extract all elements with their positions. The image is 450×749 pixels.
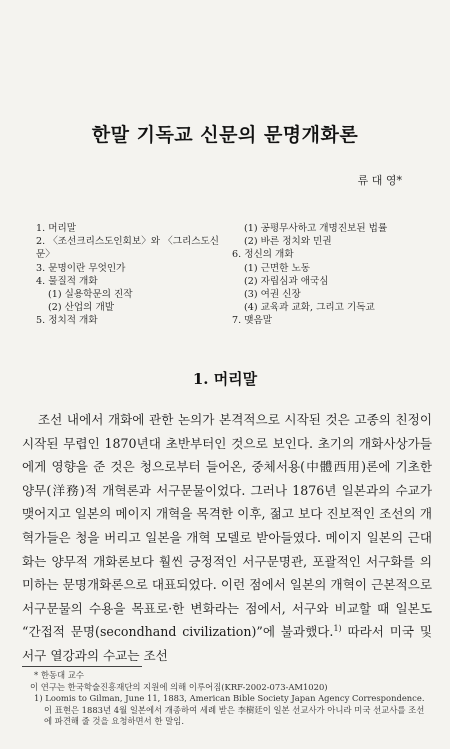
author-name: 류 대 영* bbox=[357, 174, 402, 187]
footnote-affiliation: * 한동대 교수 bbox=[34, 670, 84, 680]
toc-item: 5. 정치적 개화 bbox=[36, 315, 98, 327]
footnote-divider bbox=[22, 666, 142, 667]
article-title: 한말 기독교 신문의 문명개화론 bbox=[91, 124, 359, 146]
toc-item: 1. 머리말 bbox=[36, 223, 77, 234]
footnote-funding: 이 연구는 한국학술진흥재단의 지원에 의해 이루어짐(KRF-2002-073-AM1020) bbox=[30, 681, 328, 692]
footnotes bbox=[30, 670, 432, 728]
toc-item: 7. 맺음말 bbox=[232, 315, 273, 327]
toc-item: (4) 교육과 교화, 그리고 기독교 bbox=[244, 302, 375, 314]
table-of-contents-left bbox=[36, 222, 226, 328]
toc-item: (3) 여권 신장 bbox=[244, 289, 301, 301]
paragraph-text: 조선 내에서 개화에 관한 논의가 본격적으로 시작된 것은 고종의 친정이 시작된 무렵인 1870년대 초반부터인 것으로 보인다. 초기의 개화사상가들에게 영향을 준 것은 청으로부터 들어온, 중체서용(中體西用)론에 기초한 양무(洋務)적 개혁론과 서구문물이었다. 그러나 1876년 일본과의 수교가 맺어지고 일본의 메이지 개혁을 목격한 이후, 젊고 보다 진보적인 조선의 개혁가들은 청을 버리고 일본을 개혁 모델로 받아들였다. 메이지 일본의 근대화는 양무적 개화론보다 훨씬 긍정적인 서구문명관, 포괄적인 서구화를 의미하는 문명개화론으로 대표되었다. 이런 점에서 일본의 개혁이 근본적으로 서구문물의 수용을 목표로·한 변화라는 점에서, 서구와 비교할 때 일본도 “간접적 문명(secondhand civilization)”에 불과했다. bbox=[22, 412, 432, 640]
toc-item: (2) 자립심과 애국심 bbox=[244, 275, 329, 287]
toc-item: (1) 근면한 노동 bbox=[244, 262, 311, 274]
toc-item: (1) 공평무사하고 개명진보된 법률 bbox=[244, 223, 388, 234]
toc-item: 3. 문명이란 무엇인가 bbox=[36, 262, 126, 274]
body-paragraph bbox=[22, 408, 432, 668]
toc-item: 4. 물질적 개화 bbox=[36, 275, 98, 287]
table-of-contents-right bbox=[232, 222, 422, 328]
toc-item: (2) 바른 정치와 민권 bbox=[244, 236, 332, 248]
footnote-1: 1) Loomis to Gilman, June 11, 1883, American Bible Society Japan Agency Correspondence. 이 표현은 1883년 4월 일본에서 개종하여 세례 받은 李樹廷이 일본 선교사가 아니라 미국 선교사를 조선에 파견해 줄 것을 요청하면서 한 말임. bbox=[34, 693, 425, 727]
section-heading: 1. 머리말 bbox=[192, 370, 258, 388]
toc-item: 6. 정신의 개화 bbox=[232, 249, 294, 261]
footnote-reference[interactable]: 1) bbox=[333, 624, 342, 634]
toc-item: 2. 〈조선크리스도인회보〉와 〈그리스도신문〉 bbox=[36, 236, 220, 261]
toc-item: (2) 산업의 개발 bbox=[48, 302, 115, 314]
paragraph-text-continued: 따라서 미국 및 서구 열강과의 수교는 조선 bbox=[22, 624, 432, 663]
toc-item: (1) 실용학문의 진작 bbox=[48, 289, 133, 301]
